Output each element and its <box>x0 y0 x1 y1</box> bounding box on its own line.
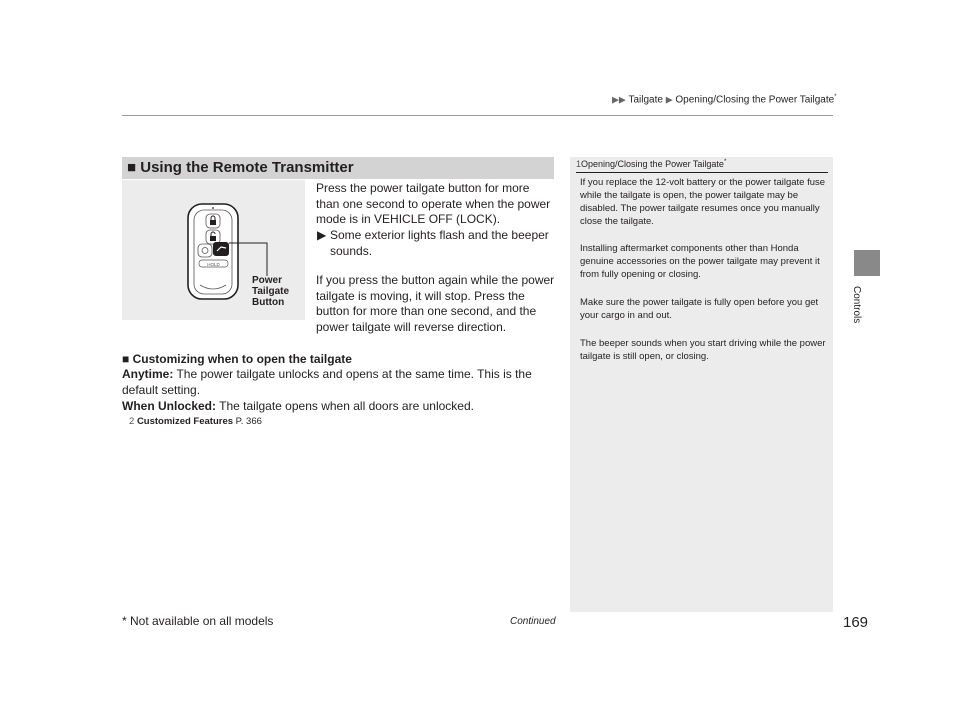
square-bullet-icon: ■ <box>122 352 130 366</box>
continued-label: Continued <box>510 616 556 627</box>
stop-reverse-paragraph: If you press the button again while the power tailgate is moving, it will stop. Press the button for more than one second, and the power tailgate will reverse direction. <box>316 273 555 335</box>
double-arrow-icon: ▶ <box>317 228 327 242</box>
footnote: * Not available on all models <box>122 614 274 628</box>
note-title: 1Opening/Closing the Power Tailgate* <box>576 159 727 169</box>
note-paragraph: If you replace the 12-volt battery or the power tailgate fuse while the tailgate is open, the power tailgate may be disabled. The power tailgate resumes once you manually close the tailgate. <box>580 177 826 227</box>
link-arrow-icon: 2 <box>129 416 135 427</box>
note-paragraph: The beeper sounds when you start driving while the power tailgate is still open, or closing. <box>580 338 826 362</box>
header-rule <box>122 115 833 116</box>
breadcrumb-item[interactable]: Tailgate <box>628 94 663 106</box>
instruction-paragraph: Press the power tailgate button for more than one second to operate when the power mode is in VEHICLE OFF (LOCK). <box>316 181 551 227</box>
key-fob-figure <box>122 180 305 320</box>
double-arrow-icon: ▶▶ <box>612 94 626 105</box>
breadcrumb-item[interactable]: Opening/Closing the Power Tailgate <box>675 94 835 106</box>
section-title: Using the Remote Transmitter <box>140 159 354 176</box>
fob-hold-label: HOLD <box>207 261 220 267</box>
subsection-heading: ■ Customizing when to open the tailgate <box>122 352 352 366</box>
page-number: 169 <box>843 614 869 631</box>
note-paragraph: Make sure the power tailgate is fully open before you get your cargo in and out. <box>580 297 819 321</box>
unlocked-paragraph: When Unlocked: The tailgate opens when all doors are unlocked. <box>122 399 474 413</box>
chapter-label: Controls <box>851 286 862 324</box>
note-marker-icon: 1 <box>576 159 582 169</box>
breadcrumb <box>612 94 837 105</box>
square-bullet-icon: ■ <box>127 159 137 176</box>
chapter-tab-marker <box>854 250 880 276</box>
note-paragraph: Installing aftermarket components other than Honda genuine accessories on the power tailgate may prevent it from fully opening or closing. <box>580 243 820 280</box>
arrow-icon: ▶ <box>665 94 673 105</box>
note-divider <box>576 172 828 173</box>
asterisk-mark: * <box>834 94 837 100</box>
cross-reference-link[interactable]: 2 Customized Features P. 366 <box>129 416 262 427</box>
anytime-paragraph: Anytime: The power tailgate unlocks and opens at the same time. This is the default setting. <box>122 367 532 397</box>
figure-callout-label: Power Tailgate Button <box>252 275 290 308</box>
section-heading <box>122 157 554 179</box>
result-bullet: ▶ Some exterior lights flash and the beeper sounds. <box>317 228 549 258</box>
